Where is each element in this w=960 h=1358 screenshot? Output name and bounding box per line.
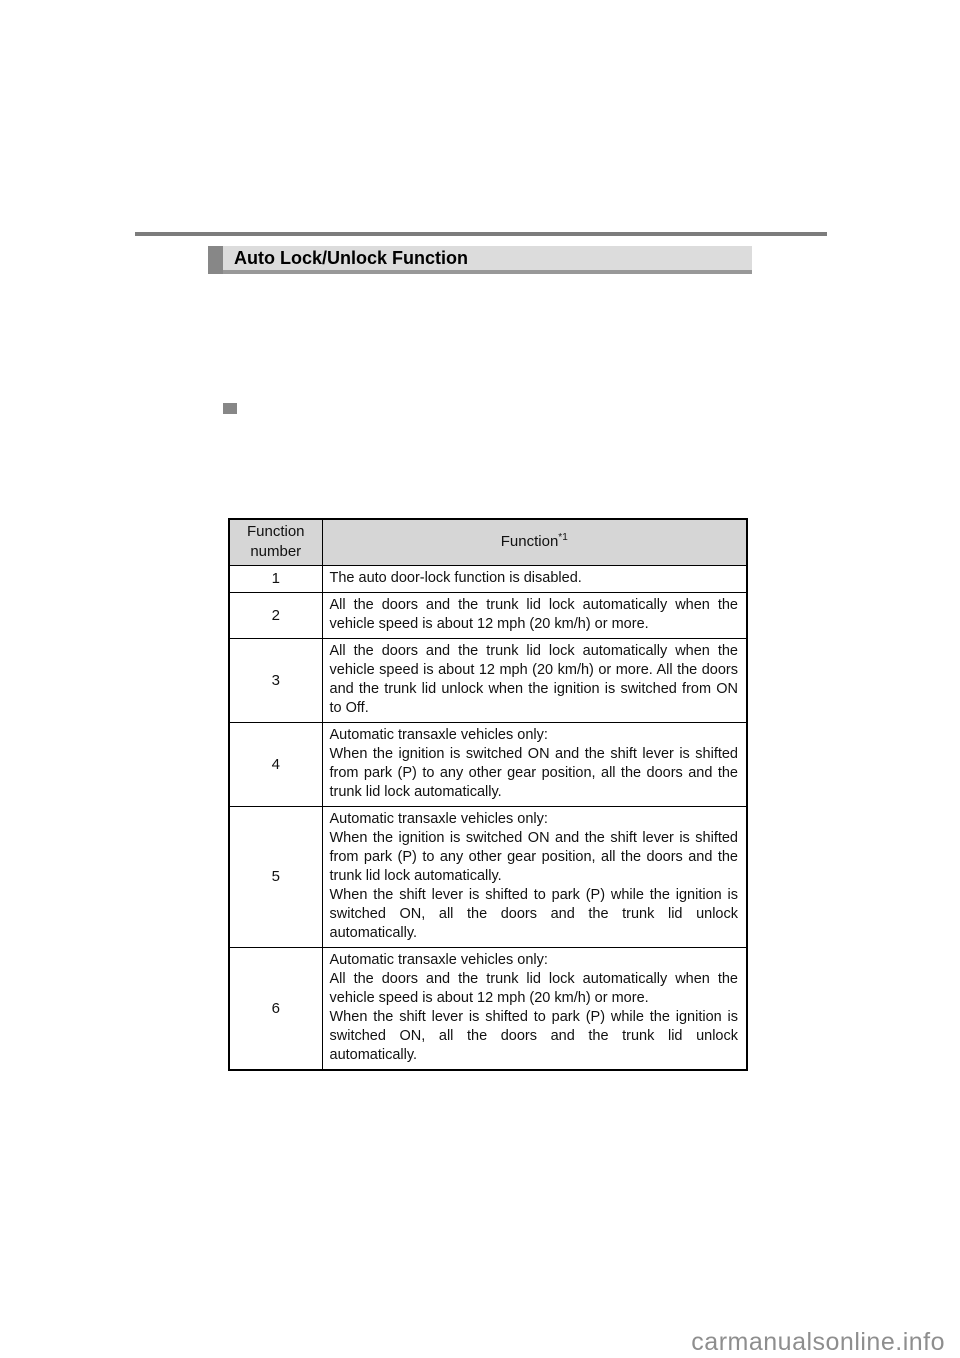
watermark-text: carmanualsonline.info — [691, 1328, 945, 1356]
function-description-cell — [322, 806, 747, 947]
table-header — [229, 519, 747, 565]
function-number-cell: 2 — [229, 592, 322, 638]
description-paragraph: All the doors and the trunk lid lock automatically when the vehicle speed is about 12 mph (20 km/h) or more. — [329, 596, 738, 632]
auto-lock-function-table — [228, 518, 748, 1071]
table-body — [229, 565, 747, 1070]
table-header-function-number — [229, 519, 322, 565]
description-paragraph: Automatic transaxle vehicles only: — [329, 726, 548, 743]
function-number-cell: 1 — [229, 565, 322, 592]
subsection-bullet-icon — [223, 403, 237, 414]
header-number-line1: Function — [246, 523, 305, 541]
function-number-cell: 3 — [229, 638, 322, 722]
table-row — [229, 638, 747, 722]
top-divider-rule — [135, 232, 827, 236]
section-bar-accent — [208, 246, 223, 274]
table-row — [229, 947, 747, 1070]
table-row — [229, 565, 747, 592]
function-number-cell: 4 — [229, 722, 322, 806]
section-title: Auto Lock/Unlock Function — [234, 248, 468, 268]
table-header-function — [322, 519, 747, 565]
header-function-label: Function — [500, 533, 559, 551]
description-paragraph: When the shift lever is shifted to park (P) while the ignition is switched ON, all the doors and the trunk lid unlock automatically. — [329, 886, 738, 941]
function-description-cell — [322, 638, 747, 722]
function-description-cell — [322, 722, 747, 806]
description-paragraph: Automatic transaxle vehicles only: — [329, 951, 548, 968]
section-header-bar — [208, 246, 752, 274]
description-paragraph: When the ignition is switched ON and the shift lever is shifted from park (P) to any other gear position, all the doors and the trunk lid lock automatically. — [329, 745, 738, 800]
description-paragraph: Automatic transaxle vehicles only: — [329, 810, 548, 827]
table-row — [229, 592, 747, 638]
description-paragraph: When the shift lever is shifted to park (P) while the ignition is switched ON, all the doors and the trunk lid unlock automatically. — [329, 1008, 738, 1063]
description-paragraph: All the doors and the trunk lid lock automatically when the vehicle speed is about 12 mph (20 km/h) or more. All the doors and the trunk lid unlock when the ignition is switched from ON to Off. — [329, 642, 738, 716]
function-description-cell — [322, 565, 747, 592]
function-description-cell — [322, 947, 747, 1070]
description-paragraph: The auto door-lock function is disabled. — [329, 569, 582, 586]
table-header-row — [229, 519, 747, 565]
function-number-cell: 5 — [229, 806, 322, 947]
table-row — [229, 806, 747, 947]
footnote-reference: *1 — [558, 532, 568, 544]
description-paragraph: When the ignition is switched ON and the shift lever is shifted from park (P) to any other gear position, all the doors and the trunk lid lock automatically. — [329, 829, 738, 884]
function-description-cell — [322, 592, 747, 638]
function-number-cell: 6 — [229, 947, 322, 1070]
table-row — [229, 722, 747, 806]
header-number-line2: number — [250, 543, 302, 561]
description-paragraph: All the doors and the trunk lid lock automatically when the vehicle speed is about 12 mph (20 km/h) or more. — [329, 970, 738, 1006]
